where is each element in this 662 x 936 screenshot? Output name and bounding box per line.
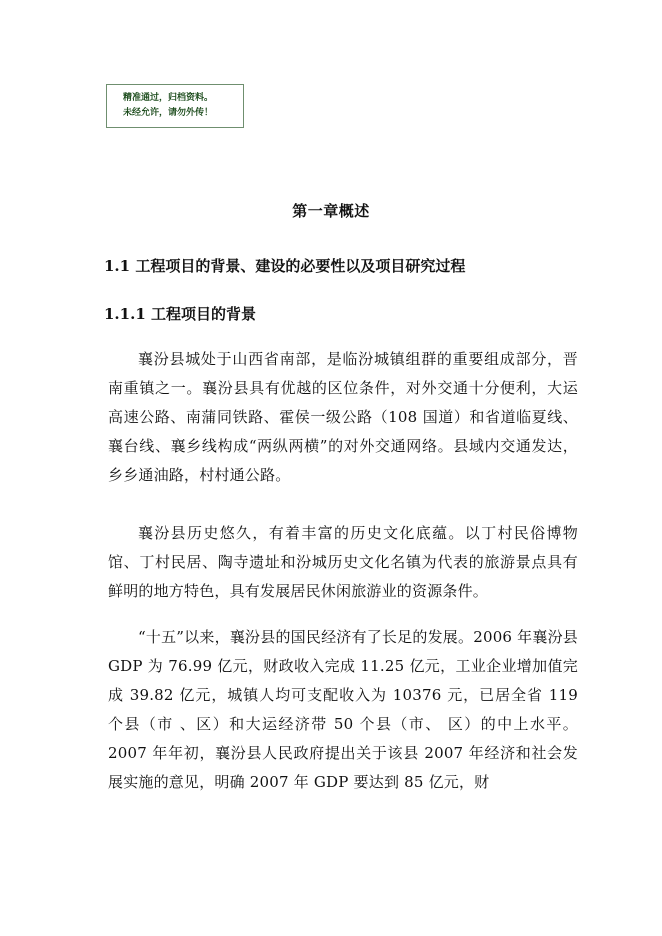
section-heading-1-1-1: 1.1.1 工程项目的背景 <box>104 305 256 323</box>
paragraph: 襄汾县历史悠久，有着丰富的历史文化底蕴。以丁村民俗博物馆、丁村民居、陶寺遗址和汾城历史文化名镇为代表的旅游景点具有鲜明的地方特色，具有发展居民休闲旅游业的资源条件。 <box>108 524 578 600</box>
paragraph: 襄汾县城处于山西省南部，是临汾城镇组群的重要组成部分，晋南重镇之一。襄汾县具有优越的区位条件，对外交通十分便利，大运高速公路、南蒲同铁路、霍侯一级公路（108 国道）和省道临夏线、襄台线、襄乡线构成“两纵两横”的对外交通网络。县域内交通发达，乡乡通油路，村村通公路。 <box>108 350 578 484</box>
stamp-line-1: 精准通过，归档资料。 <box>123 93 214 103</box>
chapter-title: 第一章概述 <box>292 202 370 220</box>
paragraph: “十五”以来，襄汾县的国民经济有了长足的发展。2006 年襄汾县 GDP 为 76.99 亿元，财政收入完成 11.25 亿元，工业企业增加值完成 39.82 亿元，城镇人均可支配收入为 10376 元，已居全省 119 个县（市 、区）和大运经济带 50 个县（市、 区）的中上水平。2007 年年初，襄汾县人民政府提出关于该县 2007 年经济和社会发展实施的意见，明确 2007 年 GDP 要达到 85 亿元，财 <box>108 628 578 791</box>
section-heading-1-1: 1.1 工程项目的背景、建设的必要性以及项目研究过程 <box>104 257 466 275</box>
stamp-line-2: 未经允许，请勿外传！ <box>123 108 214 118</box>
document-stamp <box>106 84 244 128</box>
